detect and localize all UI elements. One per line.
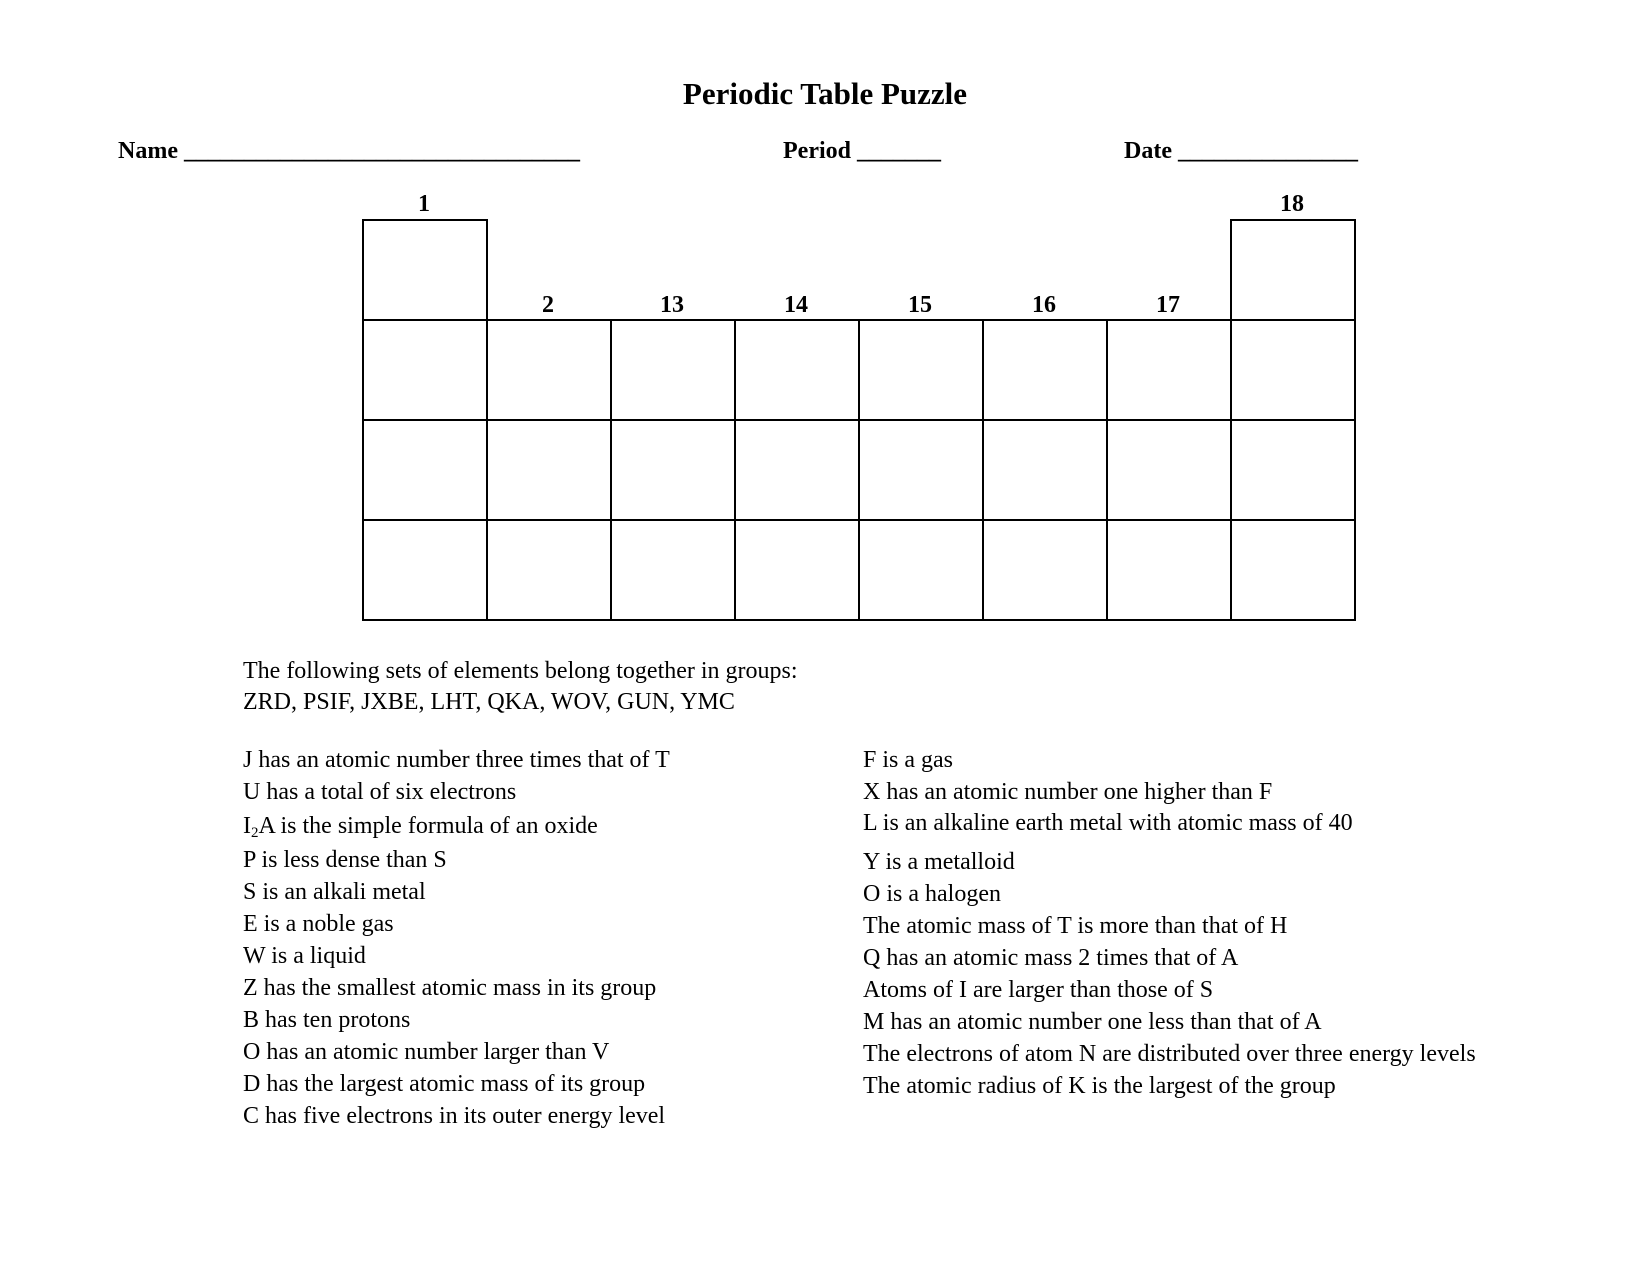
element-box[interactable] bbox=[486, 319, 612, 421]
date-blank-line[interactable]: _______________ bbox=[1177, 138, 1358, 164]
element-box[interactable] bbox=[610, 319, 736, 421]
groups-list: ZRD, PSIF, JXBE, LHT, QKA, WOV, GUN, YMC bbox=[243, 689, 735, 715]
element-box[interactable] bbox=[362, 319, 488, 421]
clue-item: L is an alkaline earth metal with atomic mass of 40 bbox=[863, 810, 1353, 836]
clue-item: Atoms of I are larger than those of S bbox=[863, 977, 1214, 1003]
element-box[interactable] bbox=[982, 319, 1108, 421]
element-box[interactable] bbox=[982, 519, 1108, 621]
group-label-14: 14 bbox=[784, 292, 808, 318]
clue-item: P is less dense than S bbox=[243, 847, 447, 873]
group-label-1: 1 bbox=[418, 191, 430, 217]
element-box[interactable] bbox=[1106, 519, 1232, 621]
clue-item: Z has the smallest atomic mass in its group bbox=[243, 975, 657, 1001]
clue-item: The atomic mass of T is more than that of H bbox=[863, 913, 1288, 939]
name-label: Name bbox=[118, 138, 178, 164]
element-box[interactable] bbox=[1230, 419, 1356, 521]
clue-item: Y is a metalloid bbox=[863, 849, 1015, 875]
clue-item: U has a total of six electrons bbox=[243, 779, 517, 805]
group-label-15: 15 bbox=[908, 292, 932, 318]
period-label: Period bbox=[783, 138, 851, 164]
clue-item: D has the largest atomic mass of its group bbox=[243, 1071, 646, 1097]
element-box[interactable] bbox=[734, 319, 860, 421]
clue-item: F is a gas bbox=[863, 747, 953, 773]
clue-item: J has an atomic number three times that of T bbox=[243, 747, 670, 773]
clue-item: The atomic radius of K is the largest of the group bbox=[863, 1073, 1336, 1099]
element-box[interactable] bbox=[486, 419, 612, 521]
element-box[interactable] bbox=[982, 419, 1108, 521]
period-blank-line[interactable]: _______ bbox=[856, 138, 941, 164]
oxide-symbol: I bbox=[243, 813, 251, 839]
element-box[interactable] bbox=[362, 519, 488, 621]
element-box[interactable] bbox=[1230, 219, 1356, 321]
worksheet-title: Periodic Table Puzzle bbox=[682, 76, 968, 111]
name-blank-line[interactable]: _________________________________ bbox=[183, 138, 580, 164]
element-box[interactable] bbox=[1106, 419, 1232, 521]
element-box[interactable] bbox=[1230, 519, 1356, 621]
date-label: Date bbox=[1124, 138, 1172, 164]
element-box[interactable] bbox=[362, 419, 488, 521]
clue-item: O has an atomic number larger than V bbox=[243, 1039, 610, 1065]
element-box[interactable] bbox=[610, 419, 736, 521]
clue-item: X has an atomic number one higher than F bbox=[863, 779, 1273, 805]
group-label-13: 13 bbox=[660, 292, 684, 318]
group-label-18: 18 bbox=[1280, 191, 1304, 217]
clue-item: Q has an atomic mass 2 times that of A bbox=[863, 945, 1239, 971]
clue-item: B has ten protons bbox=[243, 1007, 411, 1033]
group-label-17: 17 bbox=[1156, 292, 1180, 318]
element-box[interactable] bbox=[734, 519, 860, 621]
clue-item: C has five electrons in its outer energy level bbox=[243, 1103, 666, 1129]
clue-item: M has an atomic number one less than that of A bbox=[863, 1009, 1322, 1035]
clue-item: W is a liquid bbox=[243, 943, 366, 969]
oxide-text: A is the simple formula of an oxide bbox=[258, 813, 598, 839]
oxide-subscript: 2 bbox=[251, 825, 259, 841]
clue-item: O is a halogen bbox=[863, 881, 1001, 907]
group-label-2: 2 bbox=[542, 292, 554, 318]
element-box[interactable] bbox=[362, 219, 488, 321]
clue-item: E is a noble gas bbox=[243, 911, 394, 937]
element-box[interactable] bbox=[486, 519, 612, 621]
element-box[interactable] bbox=[1230, 319, 1356, 421]
group-label-16: 16 bbox=[1032, 292, 1056, 318]
clue-item: S is an alkali metal bbox=[243, 879, 426, 905]
clues-right-column bbox=[863, 744, 1583, 1104]
clue-item: The electrons of atom N are distributed over three energy levels bbox=[863, 1041, 1476, 1067]
element-box[interactable] bbox=[734, 419, 860, 521]
element-box[interactable] bbox=[858, 519, 984, 621]
element-box[interactable] bbox=[610, 519, 736, 621]
element-box[interactable] bbox=[1106, 319, 1232, 421]
element-box[interactable] bbox=[858, 319, 984, 421]
element-box[interactable] bbox=[858, 419, 984, 521]
clues-left-column bbox=[243, 744, 803, 1144]
groups-intro bbox=[243, 656, 798, 718]
groups-intro-text: The following sets of elements belong together in groups: bbox=[243, 658, 798, 684]
